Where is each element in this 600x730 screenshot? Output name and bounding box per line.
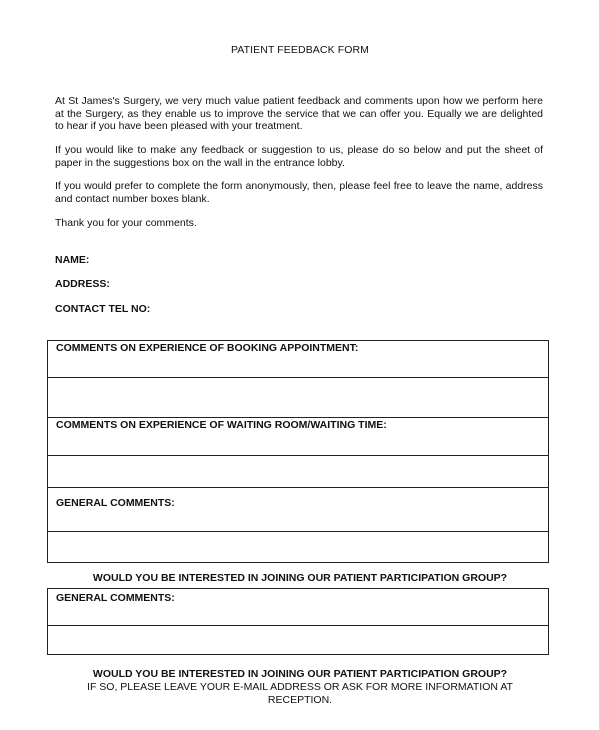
general-box-2-divider bbox=[48, 625, 548, 626]
general-comments-label-1: GENERAL COMMENTS: bbox=[56, 497, 175, 509]
ppg-question-2: WOULD YOU BE INTERESTED IN JOINING OUR PATIENT PARTICIPATION GROUP? bbox=[92, 668, 508, 680]
address-field-label: ADDRESS: bbox=[55, 278, 110, 290]
intro-paragraph-2: If you would like to make any feedback or suggestion to us, please do so below and put the sheet of paper in the suggestions box on the wall in the entrance lobby. bbox=[55, 144, 543, 169]
booking-comments-label: COMMENTS ON EXPERIENCE OF BOOKING APPOINTMENT: bbox=[56, 342, 359, 354]
thanks-text: Thank you for your comments. bbox=[55, 217, 197, 229]
general-box-1-divider bbox=[48, 531, 548, 532]
general-comments-box-1[interactable] bbox=[47, 488, 549, 563]
intro-paragraph-1: At St James's Surgery, we very much value patient feedback and comments upon how we perform here at the Surgery, as they enable us to improve the service that we can offer you. Equally we are delighted to hear if you have been pleased with your treatment. bbox=[55, 95, 543, 133]
form-title: PATIENT FEEDBACK FORM bbox=[230, 44, 370, 56]
intro-paragraph-3: If you would prefer to complete the form anonymously, then, please feel free to leave the name, address and contact number boxes blank. bbox=[55, 180, 543, 205]
ppg-question-1: WOULD YOU BE INTERESTED IN JOINING OUR PATIENT PARTICIPATION GROUP? bbox=[92, 572, 508, 584]
general-comments-label-2: GENERAL COMMENTS: bbox=[56, 592, 175, 604]
general-comments-box-2[interactable] bbox=[47, 588, 549, 655]
booking-box-divider bbox=[48, 377, 548, 378]
waiting-room-comments-box[interactable] bbox=[47, 418, 549, 488]
waiting-box-divider bbox=[48, 455, 548, 456]
waiting-room-comments-label: COMMENTS ON EXPERIENCE OF WAITING ROOM/WAITING TIME: bbox=[56, 419, 387, 431]
name-field-label: NAME: bbox=[55, 254, 90, 266]
booking-comments-box[interactable] bbox=[47, 340, 549, 418]
ppg-instructions: IF SO, PLEASE LEAVE YOUR E-MAIL ADDRESS OR ASK FOR MORE INFORMATION AT RECEPTION. bbox=[87, 681, 513, 706]
tel-field-label: CONTACT TEL NO: bbox=[55, 303, 151, 315]
